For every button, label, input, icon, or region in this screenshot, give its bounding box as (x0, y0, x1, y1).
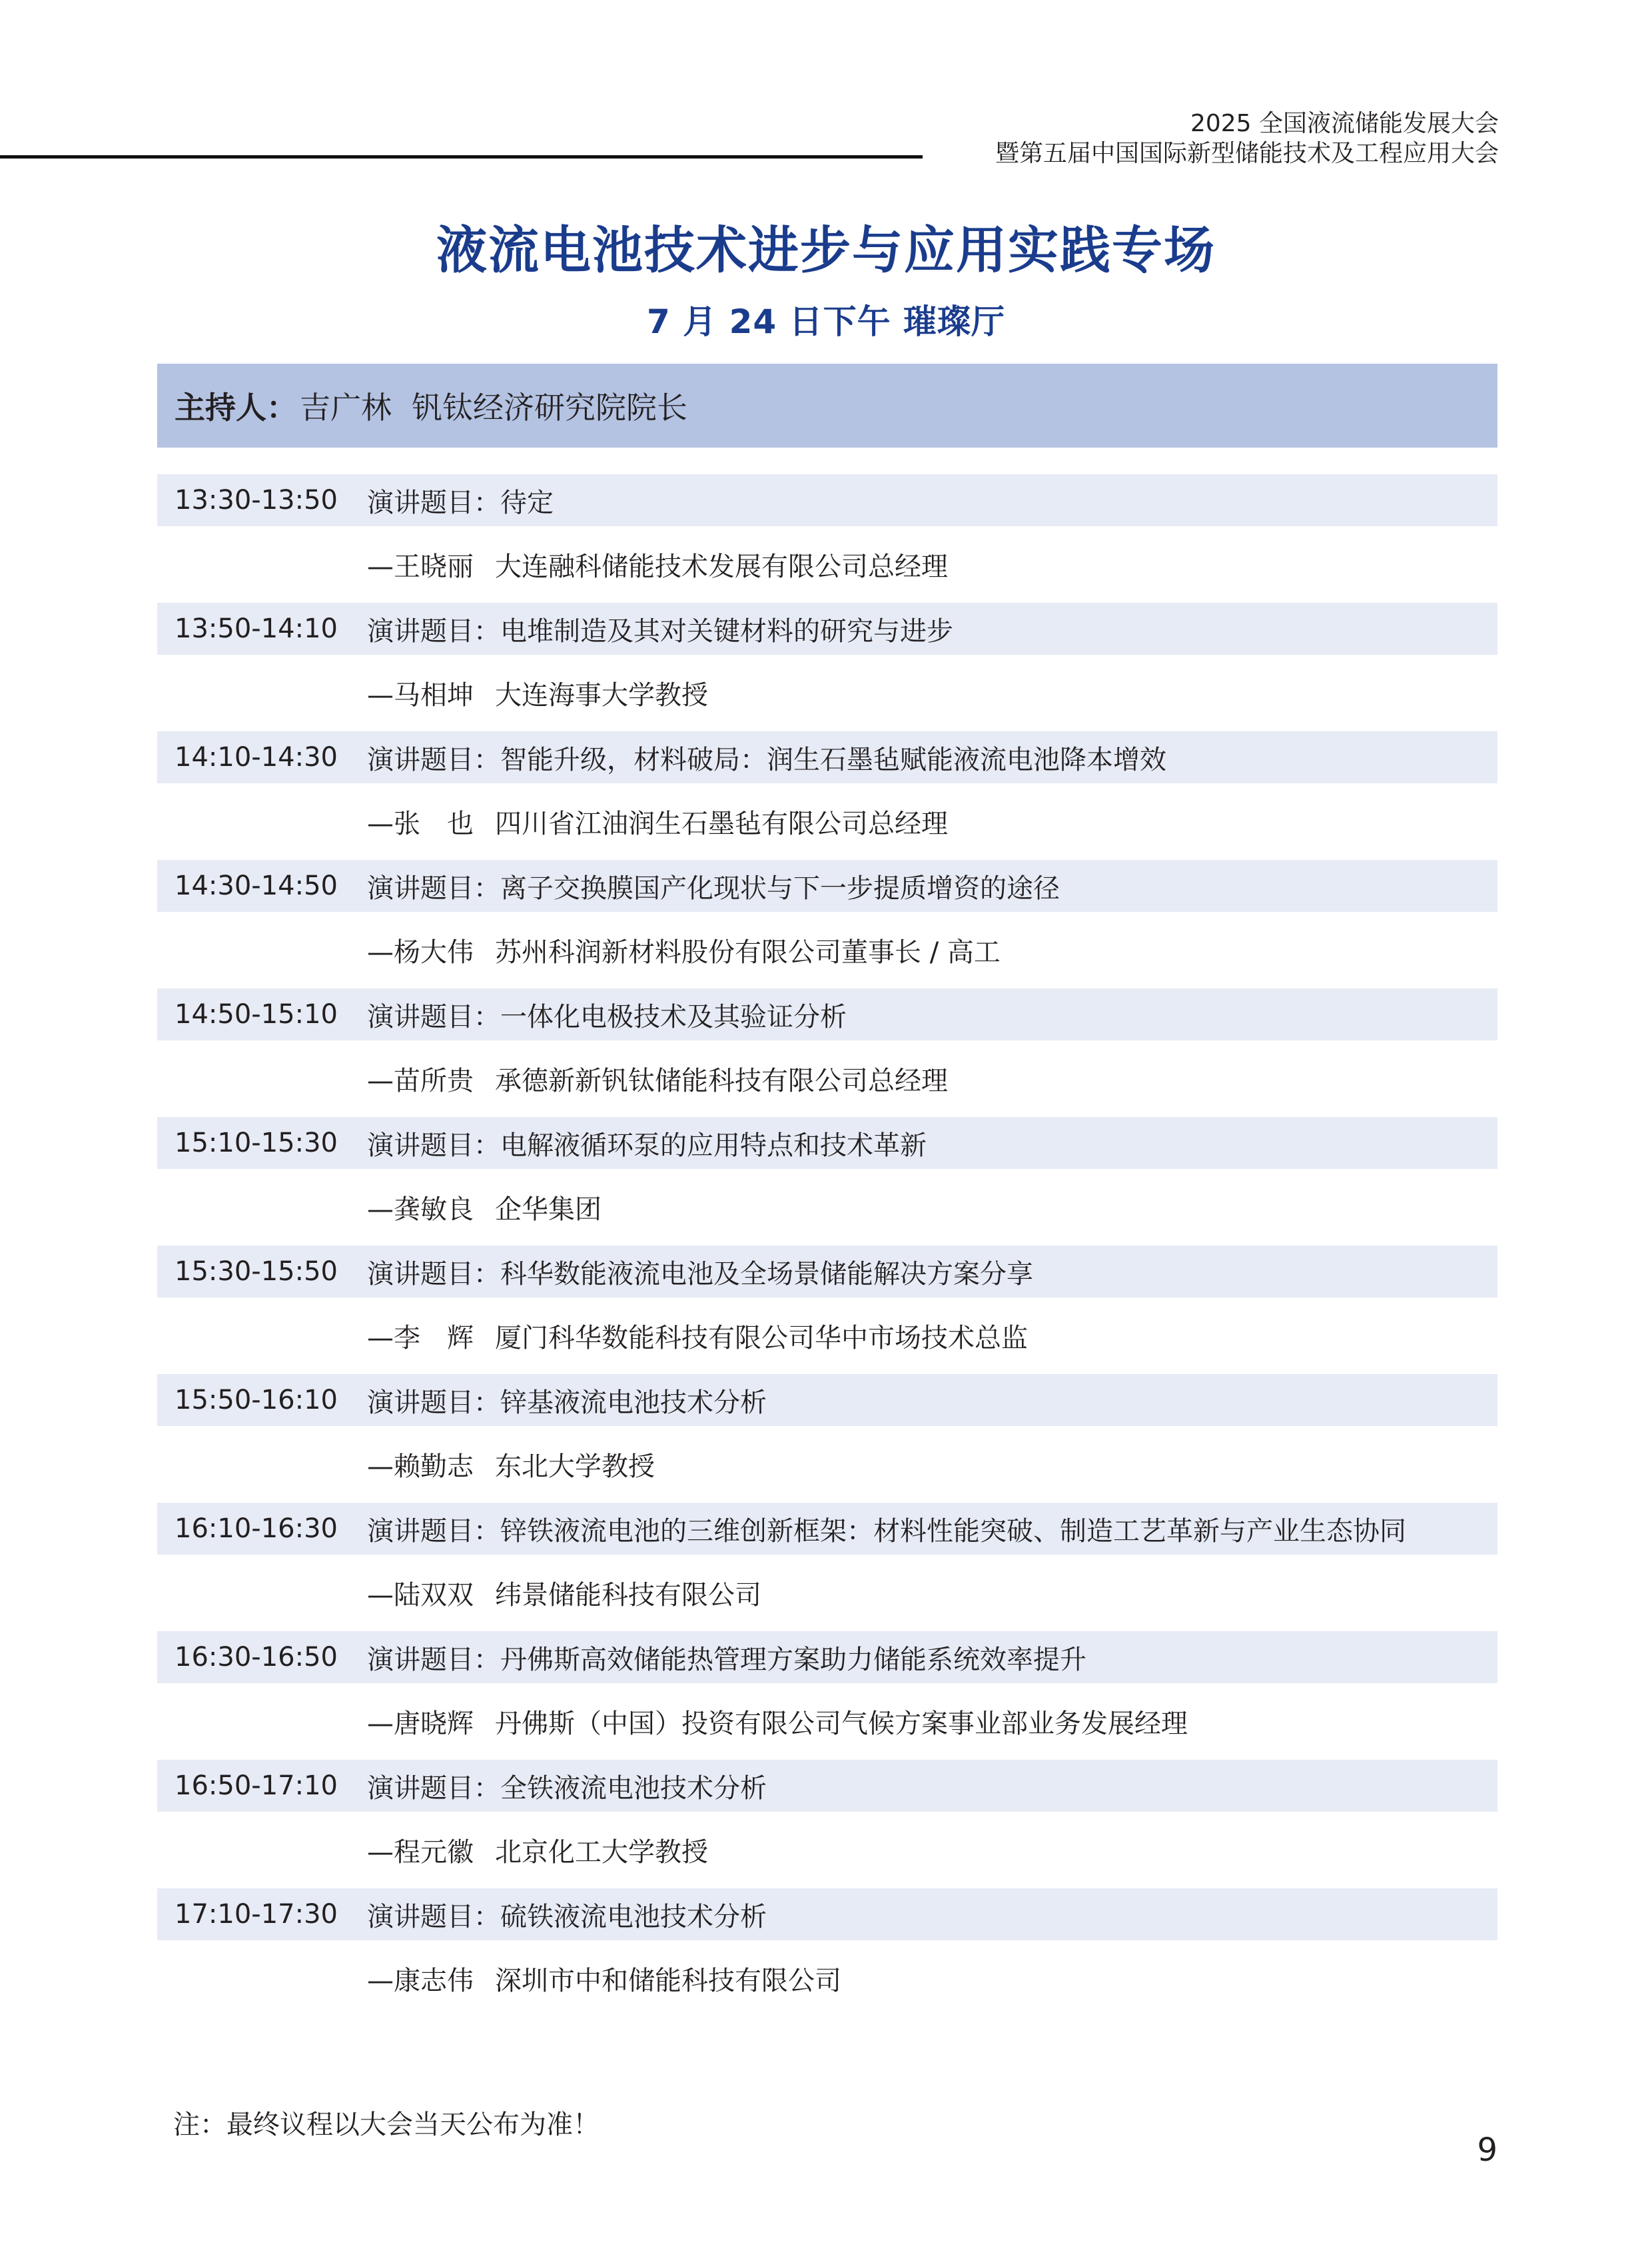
agenda-slot (157, 474, 1497, 603)
agenda-topic-row (157, 1246, 1497, 1298)
agenda-topic-row (157, 1374, 1497, 1426)
speaker-affiliation: 企华集团 (495, 1194, 602, 1225)
speaker-name: —龚敏良 (367, 1194, 474, 1225)
agenda-speaker-row (157, 912, 1497, 988)
speaker-name: —陆双双 (367, 1580, 474, 1611)
topic-text: 待定 (500, 487, 554, 518)
speaker-name: —李 辉 (367, 1323, 474, 1353)
topic-prefix: 演讲题目： (367, 1001, 500, 1032)
topic-prefix: 演讲题目： (367, 1772, 500, 1804)
agenda-topic-row (157, 860, 1497, 912)
topic-text: 电堆制造及其对关键材料的研究与进步 (500, 615, 953, 647)
speaker-affiliation: 大连海事大学教授 (495, 680, 708, 711)
time-slot: 16:10-16:30 (175, 1513, 338, 1544)
topic-prefix: 演讲题目： (367, 1515, 500, 1547)
speaker-affiliation: 纬景储能科技有限公司 (495, 1580, 761, 1611)
speaker-name: —康志伟 (367, 1966, 474, 1996)
time-slot: 13:30-13:50 (175, 485, 338, 516)
agenda-slot (157, 1503, 1497, 1631)
footnote: 注：最终议程以大会当天公布为准！ (173, 2109, 600, 2140)
topic-prefix: 演讲题目： (367, 1258, 500, 1290)
agenda-speaker-row (157, 1555, 1497, 1631)
agenda-slot (157, 1888, 1497, 2017)
agenda-topic-row (157, 1503, 1497, 1555)
speaker-name: —杨大伟 (367, 937, 474, 968)
topic-prefix: 演讲题目： (367, 873, 500, 904)
topic-text: 一体化电极技术及其验证分析 (500, 1001, 847, 1032)
agenda-speaker-row (157, 526, 1497, 603)
agenda-speaker-row (157, 783, 1497, 860)
speaker-affiliation: 东北大学教授 (495, 1451, 655, 1482)
host-bar (157, 364, 1497, 448)
agenda-slot (157, 731, 1497, 860)
speaker-name: —赖勤志 (367, 1451, 474, 1482)
agenda-speaker-row (157, 655, 1497, 731)
time-slot: 15:30-15:50 (175, 1256, 338, 1287)
speaker-name: —唐晓辉 (367, 1708, 474, 1739)
time-slot: 16:50-17:10 (175, 1770, 338, 1801)
agenda-speaker-row (157, 1940, 1497, 2017)
agenda-slot (157, 1631, 1497, 1760)
speaker-affiliation: 承德新新钒钛储能科技有限公司总经理 (495, 1066, 948, 1096)
conference-title-line2: 暨第五届中国国际新型储能技术及工程应用大会 (995, 140, 1499, 167)
topic-prefix: 演讲题目： (367, 615, 500, 647)
time-slot: 14:30-14:50 (175, 871, 338, 901)
topic-text: 智能升级，材料破局：润生石墨毡赋能液流电池降本增效 (500, 744, 1166, 775)
topic-text: 硫铁液流电池技术分析 (500, 1901, 767, 1932)
session-time-venue: 7 月 24 日下午 璀璨厅 (647, 302, 1005, 341)
topic-text: 科华数能液流电池及全场景储能解决方案分享 (500, 1258, 1033, 1290)
agenda-speaker-row (157, 1298, 1497, 1374)
topic-prefix: 演讲题目： (367, 1901, 500, 1932)
host-name: 吉广林 (300, 390, 392, 426)
time-slot: 15:10-15:30 (175, 1128, 338, 1158)
page-number: 9 (1477, 2131, 1497, 2169)
speaker-affiliation: 四川省江油润生石墨毡有限公司总经理 (495, 809, 948, 839)
speaker-affiliation: 丹佛斯（中国）投资有限公司气候方案事业部业务发展经理 (495, 1708, 1188, 1739)
session-title: 液流电池技术进步与应用实践专场 (436, 220, 1216, 280)
topic-text: 锌基液流电池技术分析 (500, 1387, 767, 1418)
topic-prefix: 演讲题目： (367, 1387, 500, 1418)
agenda-topic-row (157, 603, 1497, 655)
conference-title-line1: 2025 全国液流储能发展大会 (1190, 110, 1499, 137)
agenda-slot (157, 603, 1497, 731)
agenda-topic-row (157, 1760, 1497, 1812)
topic-prefix: 演讲题目： (367, 487, 500, 518)
agenda-topic-row (157, 731, 1497, 783)
agenda-slot (157, 860, 1497, 988)
speaker-affiliation: 北京化工大学教授 (495, 1837, 708, 1868)
time-slot: 14:10-14:30 (175, 742, 338, 773)
topic-text: 丹佛斯高效储能热管理方案助力储能系统效率提升 (500, 1644, 1086, 1675)
speaker-affiliation: 厦门科华数能科技有限公司华中市场技术总监 (495, 1323, 1028, 1353)
speaker-name: —苗所贵 (367, 1066, 474, 1096)
speaker-name: —王晓丽 (367, 552, 474, 582)
time-slot: 16:30-16:50 (175, 1642, 338, 1673)
agenda-slot (157, 1760, 1497, 1888)
time-slot: 15:50-16:10 (175, 1385, 338, 1415)
agenda-list (157, 474, 1497, 2017)
speaker-affiliation: 苏州科润新材料股份有限公司董事长 / 高工 (495, 937, 1001, 968)
agenda-speaker-row (157, 1040, 1497, 1117)
topic-text: 全铁液流电池技术分析 (500, 1772, 767, 1804)
agenda-slot (157, 1117, 1497, 1246)
agenda-speaker-row (157, 1426, 1497, 1503)
time-slot: 13:50-14:10 (175, 613, 338, 644)
agenda-topic-row (157, 1888, 1497, 1940)
topic-text: 电解液循环泵的应用特点和技术革新 (500, 1130, 927, 1161)
agenda-slot (157, 1246, 1497, 1374)
agenda-topic-row (157, 1117, 1497, 1169)
host-title: 钒钛经济研究院院长 (412, 390, 687, 426)
topic-prefix: 演讲题目： (367, 744, 500, 775)
topic-text: 离子交换膜国产化现状与下一步提质增资的途径 (500, 873, 1060, 904)
topic-prefix: 演讲题目： (367, 1130, 500, 1161)
speaker-affiliation: 深圳市中和储能科技有限公司 (495, 1966, 841, 1996)
agenda-speaker-row (157, 1683, 1497, 1760)
speaker-affiliation: 大连融科储能技术发展有限公司总经理 (495, 552, 948, 582)
topic-text: 锌铁液流电池的三维创新框架：材料性能突破、制造工艺革新与产业生态协同 (500, 1515, 1406, 1547)
agenda-topic-row (157, 1631, 1497, 1683)
agenda-speaker-row (157, 1812, 1497, 1888)
agenda-slot (157, 988, 1497, 1117)
agenda-slot (157, 1374, 1497, 1503)
speaker-name: —程元徽 (367, 1837, 474, 1868)
time-slot: 14:50-15:10 (175, 999, 338, 1030)
time-slot: 17:10-17:30 (175, 1899, 338, 1930)
host-label: 主持人： (175, 390, 297, 426)
topic-prefix: 演讲题目： (367, 1644, 500, 1675)
agenda-speaker-row (157, 1169, 1497, 1246)
speaker-name: —马相坤 (367, 680, 474, 711)
agenda-topic-row (157, 988, 1497, 1040)
header-rule (0, 155, 923, 159)
agenda-topic-row (157, 474, 1497, 526)
speaker-name: —张 也 (367, 809, 474, 839)
